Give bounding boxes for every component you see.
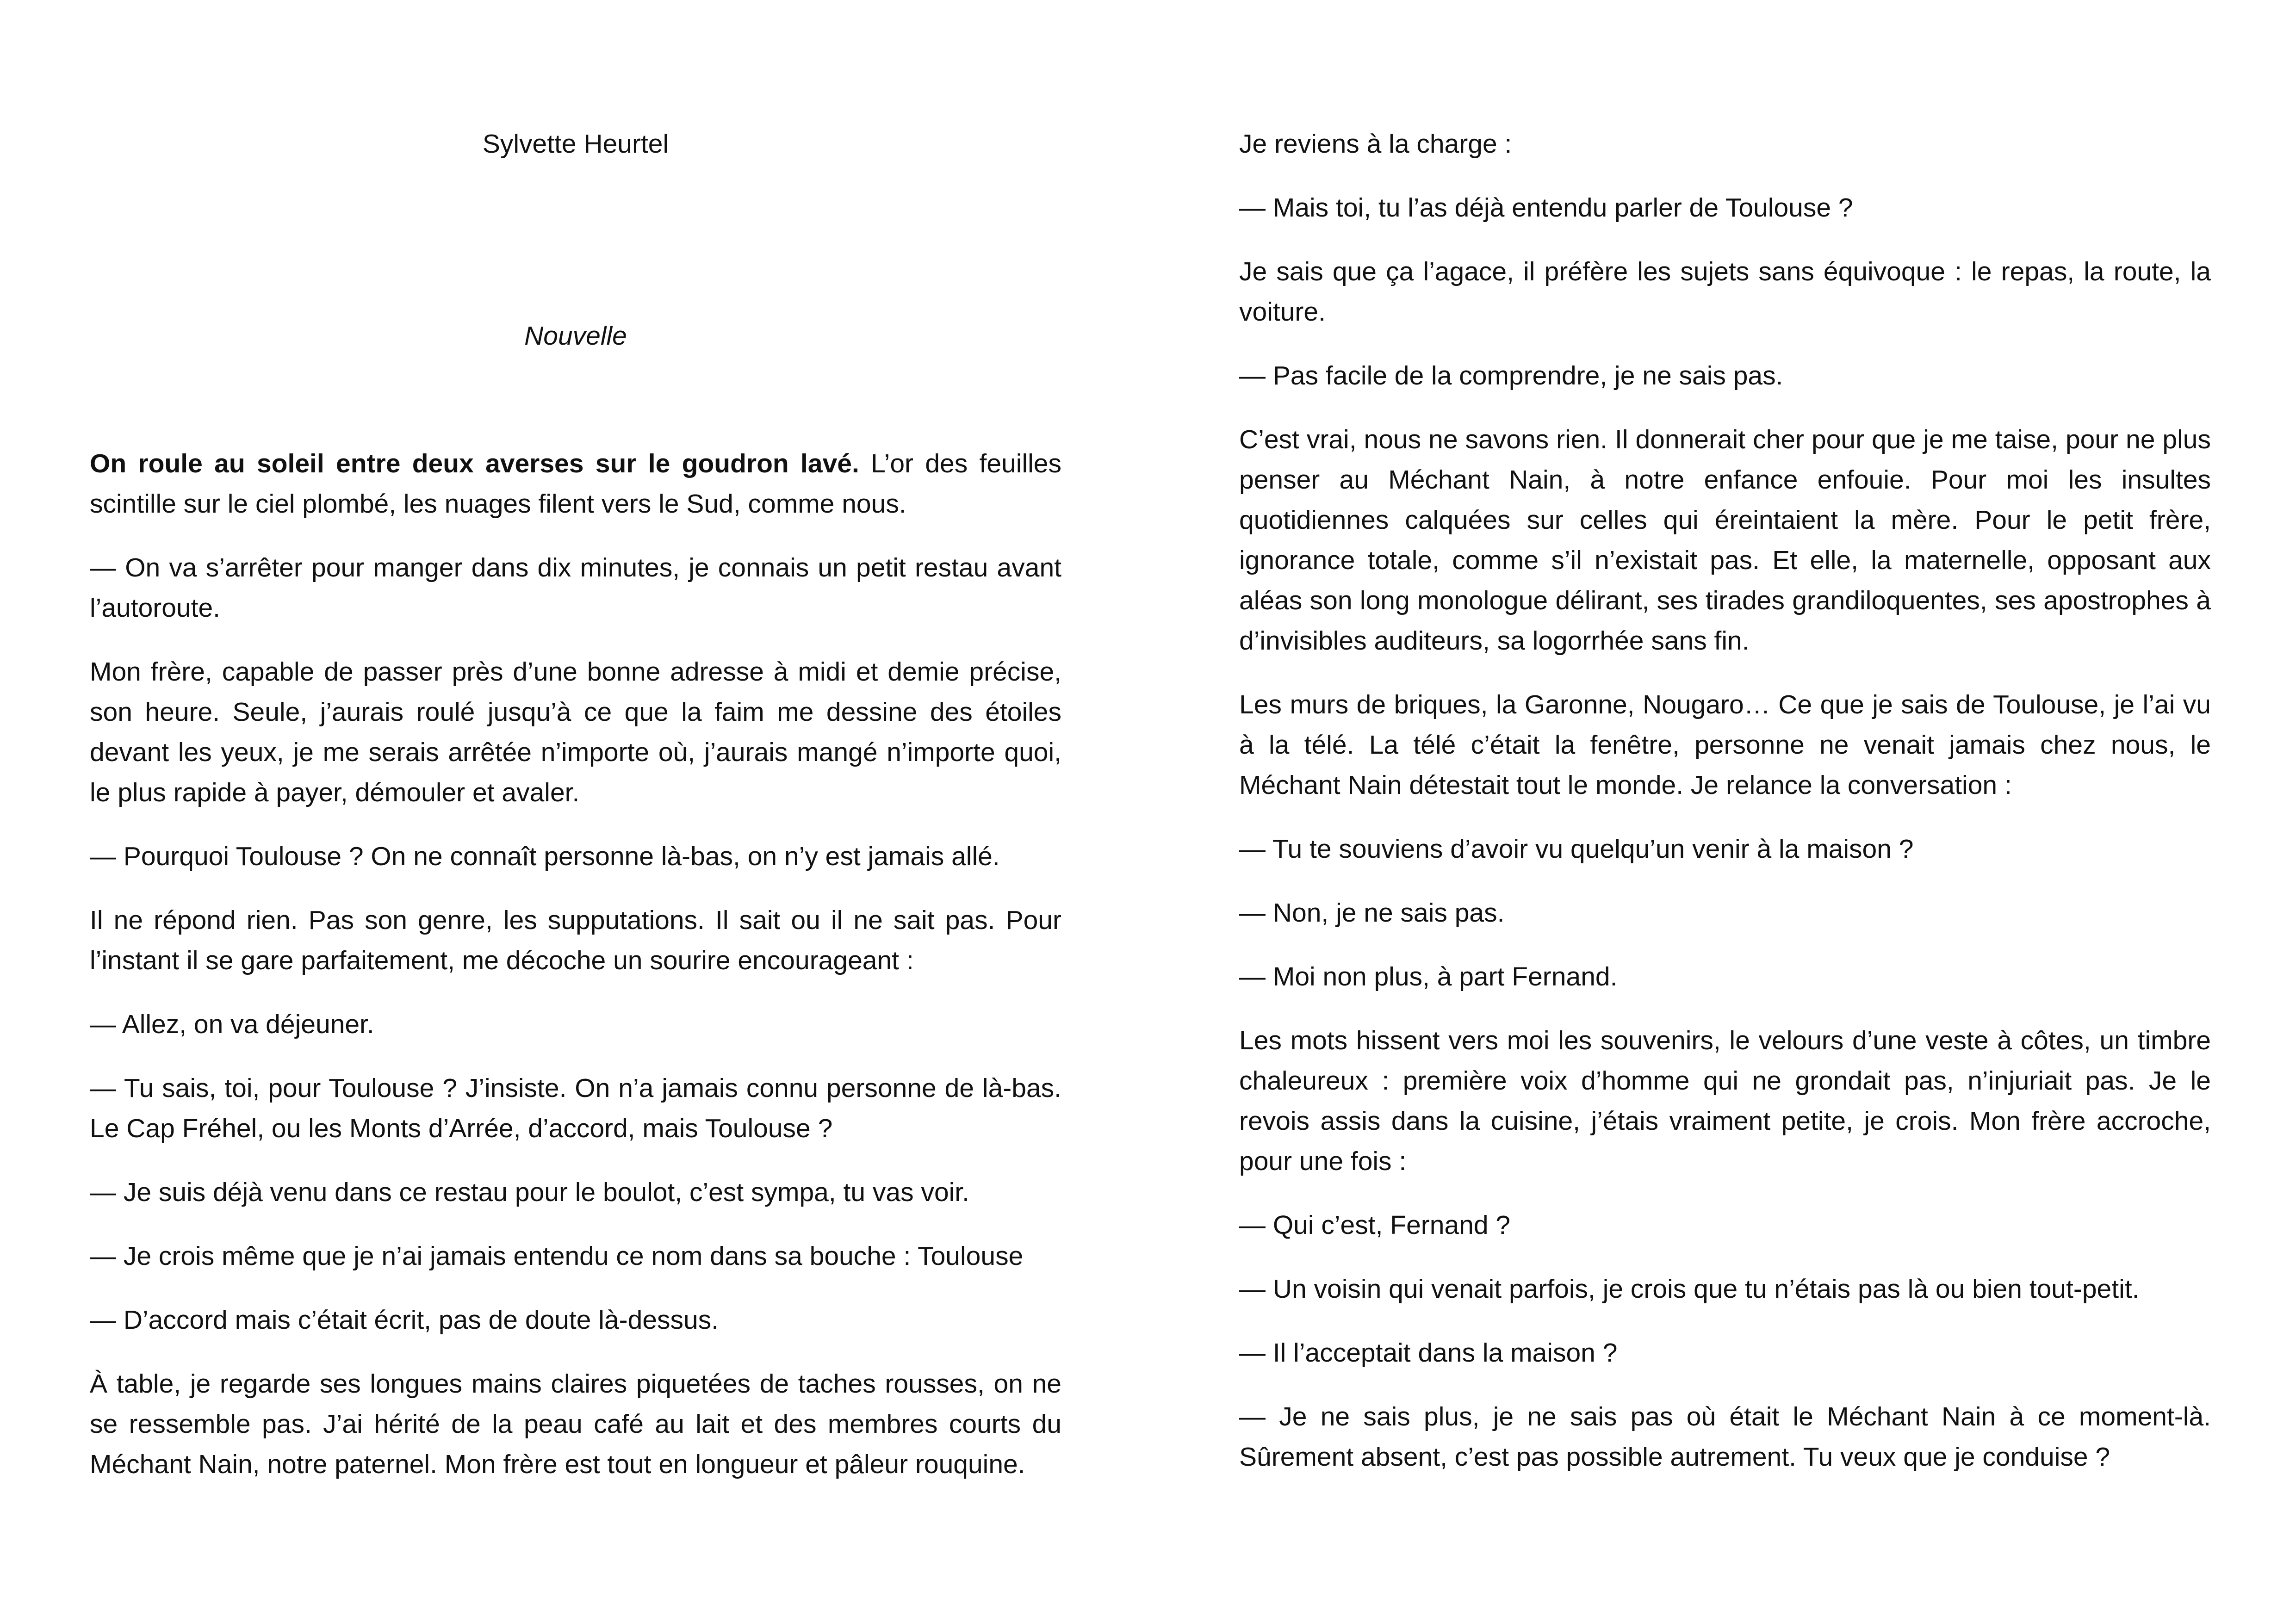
opening-paragraph <box>90 444 1061 524</box>
paragraph: — Tu te souviens d’avoir vu quelqu’un venir à la maison ? <box>1239 834 1914 864</box>
paragraph: Je sais que ça l’agace, il préfère les sujets sans équivoque : le repas, la route, la voiture. <box>1239 257 2211 327</box>
paragraph: — Pourquoi Toulouse ? On ne connaît personne là-bas, on n’y est jamais allé. <box>90 842 1000 871</box>
paragraph: — Tu sais, toi, pour Toulouse ? J’insiste. On n’a jamais connu personne de là-bas. Le Cap Fréhel, ou les Monts d’Arrée, d’accord, mais Toulouse ? <box>90 1073 1061 1143</box>
paragraph: — Allez, on va déjeuner. <box>90 1010 374 1039</box>
paragraph: Les mots hissent vers moi les souvenirs, le velours d’une veste à côtes, un timbre chaleureux : première voix d’homme qui ne grondait pas, n’injuriait pas. Je le revois assis dans la cuisine, j’étais vraiment petite, je crois. Mon frère accroche, pour une fois : <box>1239 1026 2211 1176</box>
opening-bold-sentence: On roule au soleil entre deux averses sur le goudron lavé. <box>90 449 859 478</box>
paragraph: À table, je regarde ses longues mains claires piquetées de taches rousses, on ne se ressemble pas. J’ai hérité de la peau café au lait et des membres courts du Méchant Nain, notre paternel. Mon frère est tout en longueur et pâleur rouquine. <box>90 1369 1061 1479</box>
paragraph: Il ne répond rien. Pas son genre, les supputations. Il sait ou il ne sait pas. Pour l’instant il se gare parfaitement, me décoche un sourire encourageant : <box>90 905 1061 975</box>
paragraph: — Pas facile de la comprendre, je ne sais pas. <box>1239 361 1783 390</box>
paragraph: — Mais toi, tu l’as déjà entendu parler de Toulouse ? <box>1239 193 1853 223</box>
left-page <box>90 0 1061 1623</box>
left-page-body <box>90 444 1061 1508</box>
paragraph: — Je ne sais plus, je ne sais pas où était le Méchant Nain à ce moment-là. Sûrement absent, c’est pas possible autrement. Tu veux que je conduise ? <box>1239 1402 2211 1472</box>
paragraph: Je reviens à la charge : <box>1239 129 1512 159</box>
opening-rest: L’or des feuilles scintille sur le ciel plombé, les nuages filent vers le Sud, comme nous. <box>90 449 1061 519</box>
paragraph: C’est vrai, nous ne savons rien. Il donnerait cher pour que je me taise, pour ne plus penser au Méchant Nain, à notre enfance enfouie. Pour moi les insultes quotidiennes calquées sur celles qui éreintaient la mère. Pour le petit frère, ignorance totale, comme s’il n’existait pas. Et elle, la maternelle, opposant aux aléas son long monologue délirant, ses tirades grandiloquentes, ses apostrophes à d’invisibles auditeurs, sa logorrhée sans fin. <box>1239 425 2211 656</box>
paragraph: — Un voisin qui venait parfois, je crois que tu n’étais pas là ou bien tout-petit. <box>1239 1274 2140 1304</box>
paragraph: — Non, je ne sais pas. <box>1239 898 1505 928</box>
right-page <box>1239 0 2211 1623</box>
paragraph: — Qui c’est, Fernand ? <box>1239 1210 1511 1240</box>
paragraph: — On va s’arrêter pour manger dans dix minutes, je connais un petit restau avant l’autoroute. <box>90 553 1061 623</box>
paragraph: — Il l’acceptait dans la maison ? <box>1239 1338 1618 1368</box>
author-name: Sylvette Heurtel <box>482 129 669 159</box>
paragraph: Mon frère, capable de passer près d’une bonne adresse à midi et demie précise, son heure. Seule, j’aurais roulé jusqu’à ce que la faim me dessine des étoiles devant les yeux, je me serais arrêtée n’importe où, j’aurais mangé n’importe quoi, le plus rapide à payer, démouler et avaler. <box>90 657 1061 807</box>
paragraph: Les murs de briques, la Garonne, Nougaro… Ce que je sais de Toulouse, je l’ai vu à la télé. La télé c’était la fenêtre, personne ne venait jamais chez nous, le Méchant Nain détestait tout le monde. Je relance la conversation : <box>1239 690 2211 800</box>
genre-label: Nouvelle <box>524 321 627 351</box>
paragraph: — Moi non plus, à part Fernand. <box>1239 962 1618 991</box>
paragraph: — D’accord mais c’était écrit, pas de doute là-dessus. <box>90 1305 719 1335</box>
paragraph: — Je crois même que je n’ai jamais entendu ce nom dans sa bouche : Toulouse <box>90 1241 1024 1271</box>
right-page-body <box>1239 124 2211 1501</box>
paragraph: — Je suis déjà venu dans ce restau pour le boulot, c’est sympa, tu vas voir. <box>90 1177 969 1207</box>
